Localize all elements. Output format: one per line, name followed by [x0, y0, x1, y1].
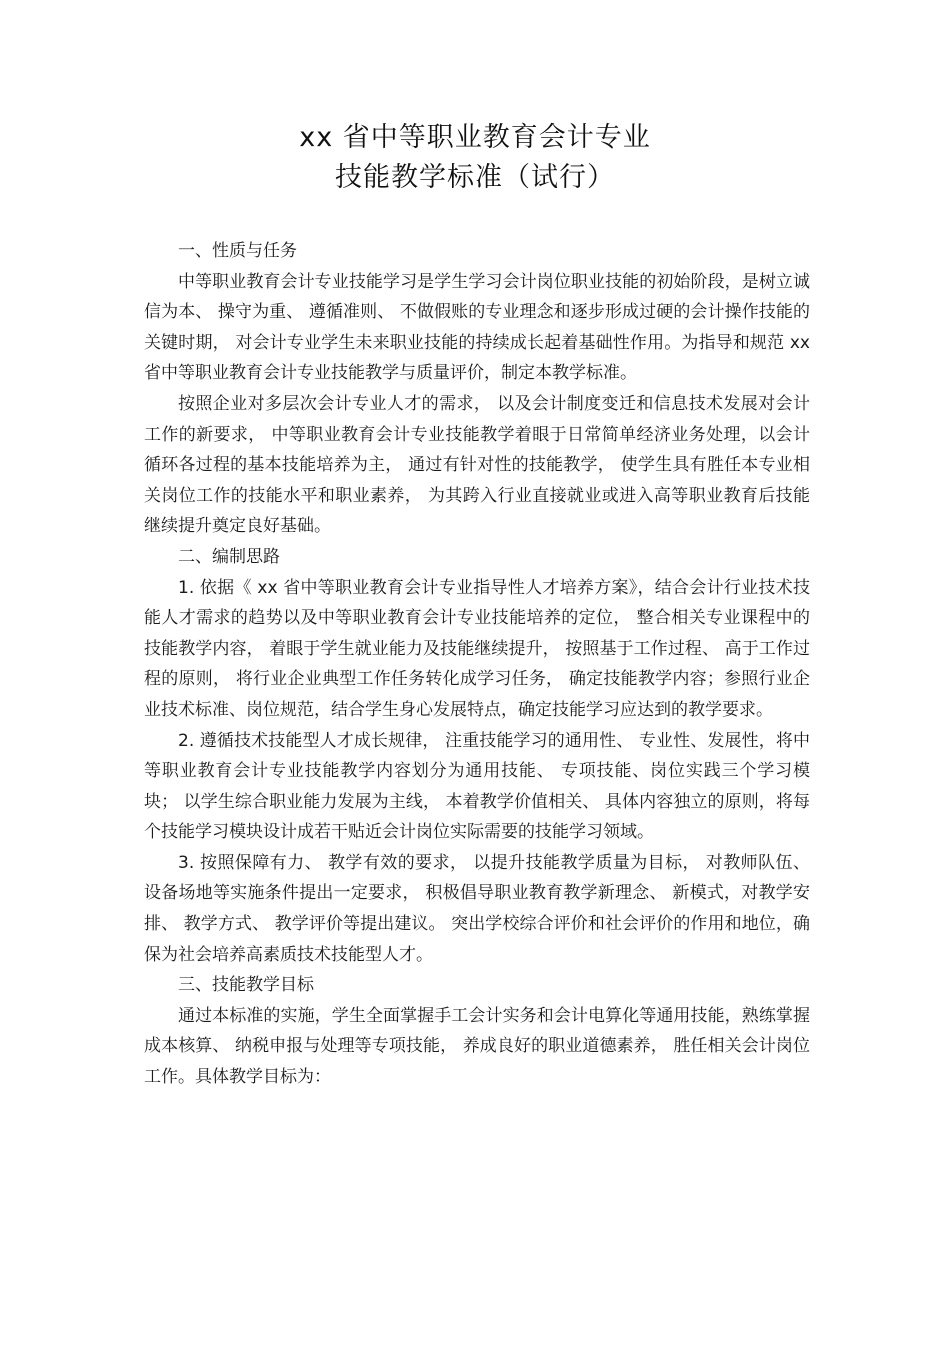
paragraph: 通过本标准的实施，学生全面掌握手工会计实务和会计电算化等通用技能，熟练掌握成本核算、 纳税申报与处理等专项技能， 养成良好的职业道德素养， 胜任相关会计岗位工作。具体教学目标为：: [144, 1005, 810, 1088]
paragraph: 按照企业对多层次会计专业人才的需求， 以及会计制度变迁和信息技术发展对会计工作的新要求， 中等职业教育会计专业技能教学着眼于日常简单经济业务处理，以会计循环各过程的基本技能培养为主， 通过有针对性的技能教学， 使学生具有胜任本专业相关岗位工作的技能水平和职业素养， 为其跨入行业直接就业或进入高等职业教育后技能继续提升奠定良好基础。: [144, 393, 810, 537]
paragraph: 2. 遵循技术技能型人才成长规律， 注重技能学习的通用性、 专业性、发展性，将中等职业教育会计专业技能教学内容划分为通用技能、 专项技能、岗位实践三个学习模块； 以学生综合职业能力发展为主线， 本着教学价值相关、 具体内容独立的原则，将每个技能学习模块设计成若干贴近会计岗位实际需要的技能学习领域。: [144, 730, 810, 843]
section-heading-approach: 二、编制思路: [178, 546, 280, 567]
paragraph: 1. 依据《 xx 省中等职业教育会计专业指导性人才培养方案》，结合会计行业技术技能人才需求的趋势以及中等职业教育会计专业技能培养的定位， 整合相关专业课程中的技能教学内容， 着眼于学生就业能力及技能继续提升， 按照基于工作过程、 高于工作过程的原则， 将行业企业典型工作任务转化成学习任务， 确定技能教学内容；参照行业企业技术标准、岗位规范，结合学生身心发展特点，确定技能学习应达到的教学要求。: [144, 577, 810, 720]
title-line-1: xx 省中等职业教育会计专业: [299, 122, 651, 153]
paragraph: 3. 按照保障有力、 教学有效的要求， 以提升技能教学质量为目标， 对教师队伍、设备场地等实施条件提出一定要求， 积极倡导职业教育教学新理念、 新模式，对教学安排、 教学方式、 教学评价等提出建议。 突出学校综合评价和社会评价的作用和地位，确保为社会培养高素质技术技能型人才。: [144, 852, 810, 965]
section-heading-nature: 一、性质与任务: [178, 241, 297, 261]
section-heading-goals: 三、技能教学目标: [178, 975, 314, 996]
document-title: [0, 118, 950, 198]
document-body: [144, 236, 810, 1093]
title-line-2: 技能教学标准（试行）: [335, 162, 615, 193]
paragraph: 中等职业教育会计专业技能学习是学生学习会计岗位职业技能的初始阶段，是树立诚信为本、 操守为重、 遵循准则、 不做假账的专业理念和逐步形成过硬的会计操作技能的关键时期， 对会计专业学生未来职业技能的持续成长起着基础性作用。为指导和规范 xx 省中等职业教育会计专业技能教学与质量评价，制定本教学标准。: [144, 271, 810, 384]
